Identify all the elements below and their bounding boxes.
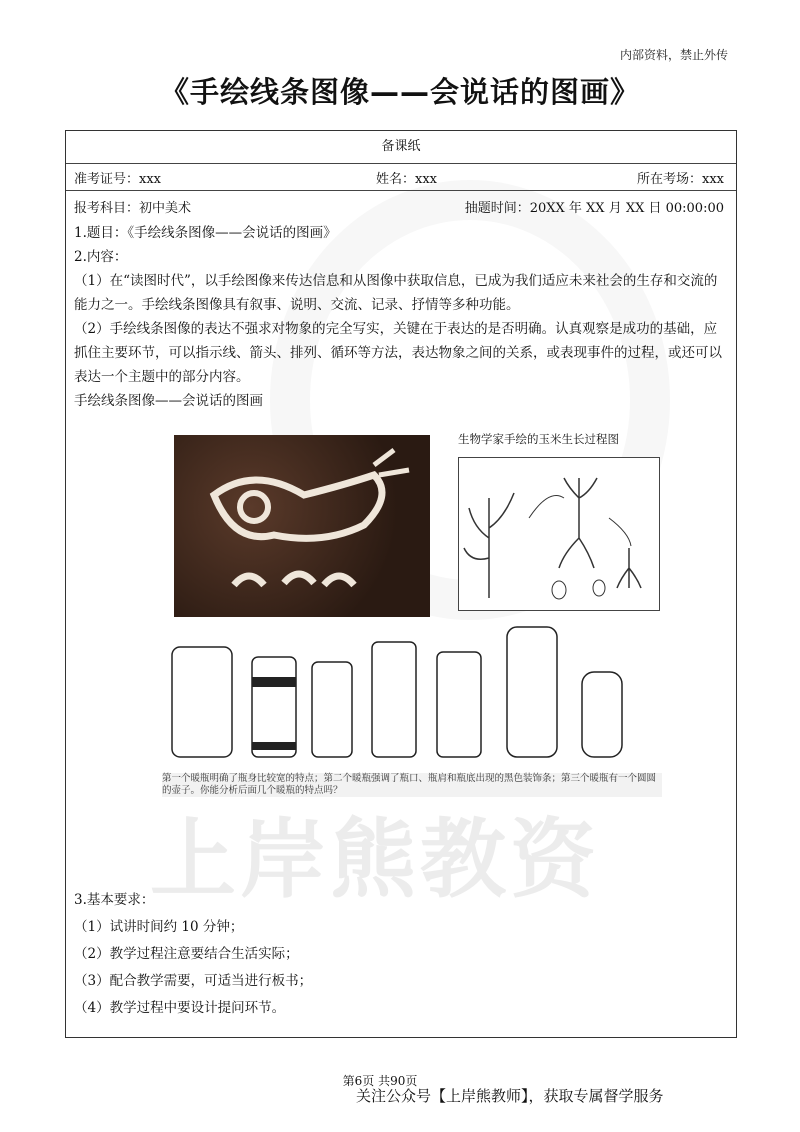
corn-growth-diagram [458,457,660,611]
illustrations [66,417,736,887]
document-title: 《手绘线条图像——会说话的图画》 [159,75,640,109]
lesson-prep-sheet [65,130,737,1038]
requirements-heading: 3.基本要求： [74,892,155,908]
candidate-name: 姓名：xxx [376,172,437,187]
exam-site: 所在考场：xxx [637,172,724,187]
requirement-4: （4）教学过程中要设计提问环节。 [74,1000,286,1016]
content-heading: 2.内容： [74,249,128,265]
content-section [66,219,736,413]
topic-line: 1.题目：《手绘线条图像——会说话的图画》 [74,225,337,241]
content-paragraph-1: （1）在“读图时代”，以手绘图像来传达信息和从图像中获取信息，已成为我们适应未来社会的生存和交流的能力之一。手绘线条图像具有叙事、说明、交流、记录、抒情等多种功能。 [74,273,718,313]
thermos-caption: 第一个暖瓶明确了瓶身比较宽的特点；第二个暖瓶强调了瓶口、瓶肩和瓶底出现的黑色装饰条；第三个暖瓶有一个圆圆的壶子。你能分析后面几个暖瓶的特点吗？ [162,773,662,797]
sheet-header: 备课纸 [381,139,421,154]
candidate-info-row [66,163,736,190]
draw-time: 抽题时间：20XX 年 XX 月 XX 日 00:00:00 [464,201,724,216]
content-paragraph-2: （2）手绘线条图像的表达不强求对物象的完全写实，关键在于表达的是否明确。认真观察是成功的基础，应抓住主要环节，可以指示线、箭头、排列、循环等方法，表达物象之间的关系，或表现事件的过程，或还可以表达一个主题中的部分内容。 [74,321,722,385]
requirements-section [66,887,736,1022]
requirement-1: （1）试讲时间约 10 分钟； [74,919,244,935]
footer-promo: 关注公众号【上岸熊教师】，获取专属督学服务 [356,1087,664,1105]
subject: 报考科目：初中美术 [74,201,192,216]
rock-painting-image [174,435,430,617]
thermos-bottles-drawing [162,617,668,767]
exam-id: 准考证号：xxx [74,172,161,187]
page-number: 第6页 共90页 [342,1074,418,1088]
requirement-3: （3）配合教学需要，可适当进行板书； [74,973,313,989]
requirement-2: （2）教学过程注意要结合生活实际； [74,946,299,962]
corn-diagram-title: 生物学家手绘的玉米生长过程图 [458,432,619,446]
watermark-text: 上岸熊教资 [150,810,600,910]
confidential-note: 内部资料，禁止外传 [619,48,728,62]
figure-heading: 手绘线条图像——会说话的图画 [74,393,263,409]
subject-row [66,190,736,219]
